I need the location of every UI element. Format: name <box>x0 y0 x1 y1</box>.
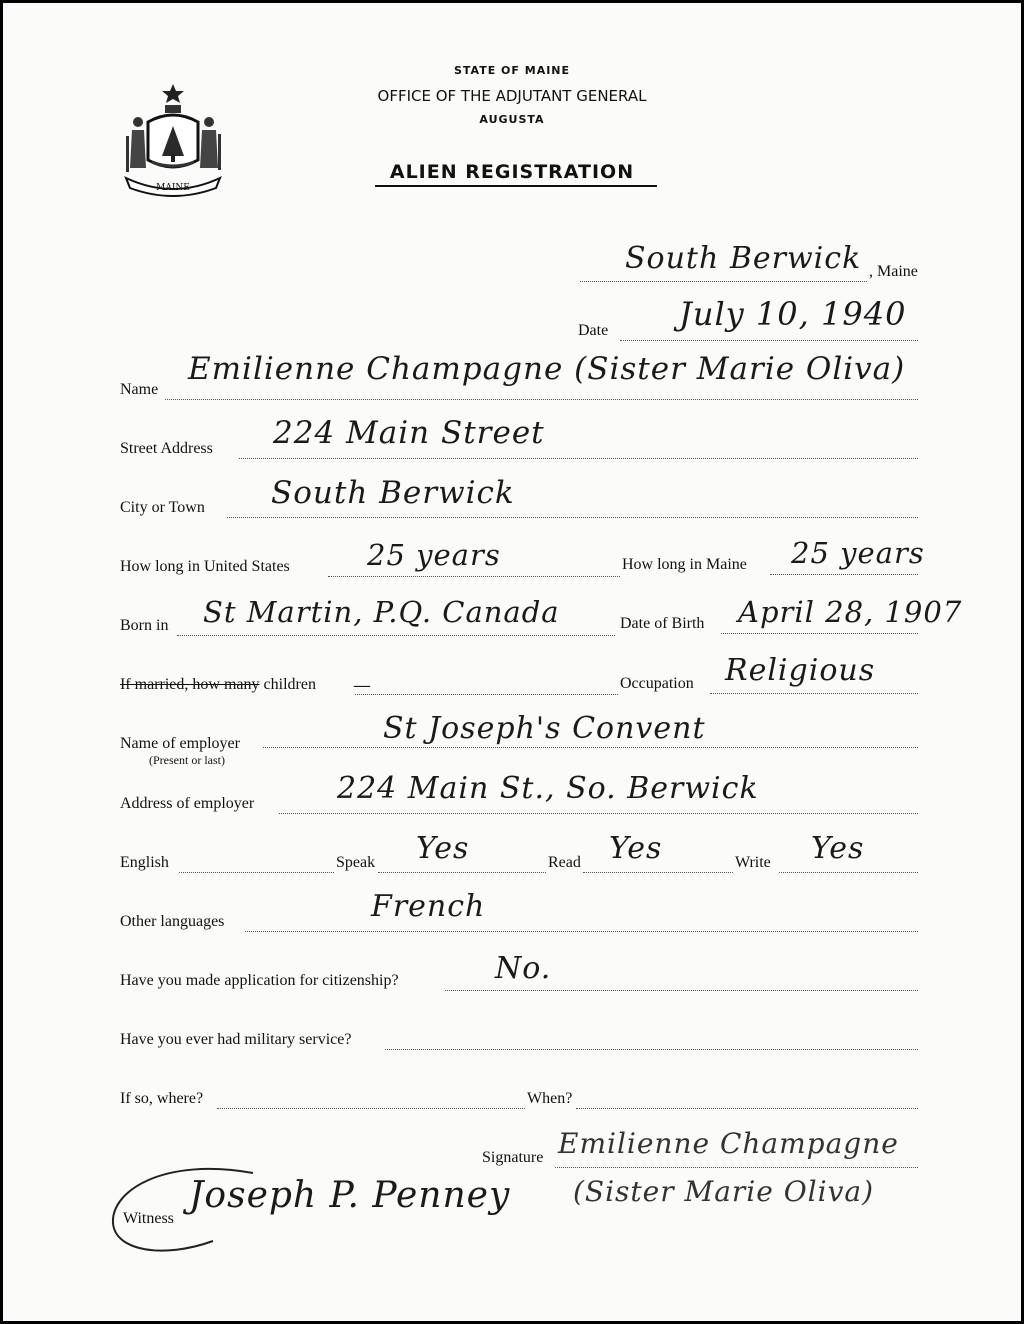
born-in-value: St Martin, P.Q. Canada <box>203 595 560 629</box>
street-label: Street Address <box>120 440 213 457</box>
registration-form <box>3 3 1021 1321</box>
date-of-birth-label: Date of Birth <box>620 615 705 632</box>
date-line <box>620 340 918 341</box>
signature-line1: Emilienne Champagne <box>558 1127 899 1160</box>
seal-text: MAINE <box>156 183 190 193</box>
place-line <box>580 281 867 282</box>
children-label <box>120 676 316 694</box>
write-line <box>779 872 918 873</box>
city-label: City or Town <box>120 499 205 516</box>
citizenship-label: Have you made application for citizenship? <box>120 972 399 989</box>
how-long-maine-line <box>770 574 918 575</box>
how-long-maine-label: How long in Maine <box>622 556 747 573</box>
state-heading: STATE OF MAINE <box>453 64 571 77</box>
employer-address-value: 224 Main St., So. Berwick <box>337 771 759 806</box>
military-label: Have you ever had military service? <box>120 1031 352 1048</box>
name-value: Emilienne Champagne (Sister Marie Oliva) <box>188 351 906 387</box>
citizenship-line <box>445 990 918 991</box>
speak-label: Speak <box>336 854 376 871</box>
if-so-label: If so, where? <box>120 1090 204 1107</box>
city-value: South Berwick <box>271 475 515 511</box>
english-label: English <box>120 854 169 871</box>
if-so-line <box>217 1108 525 1109</box>
other-languages-label: Other languages <box>120 913 225 930</box>
read-value: Yes <box>609 831 663 866</box>
employer-address-line <box>279 813 918 814</box>
married-struck-label: If married, how many <box>120 676 260 693</box>
when-label: When? <box>527 1090 573 1107</box>
how-long-us-line <box>328 576 620 577</box>
read-label: Read <box>548 854 581 871</box>
date-label: Date <box>578 322 609 339</box>
occupation-line <box>710 693 918 694</box>
speak-value: Yes <box>416 831 470 866</box>
speak-line <box>378 872 546 873</box>
employer-line <box>263 747 918 748</box>
date-of-birth-value: April 28, 1907 <box>738 595 963 629</box>
city-line <box>227 517 918 518</box>
date-value: July 10, 1940 <box>679 295 907 333</box>
form-title: ALIEN REGISTRATION <box>389 161 635 183</box>
citizenship-value: No. <box>495 951 552 986</box>
employer-label: Name of employer <box>120 735 240 752</box>
born-in-label: Born in <box>120 617 169 634</box>
other-languages-value: French <box>371 889 486 924</box>
english-line <box>179 872 334 873</box>
employer-address-label: Address of employer <box>120 795 255 812</box>
title-underline <box>375 185 657 187</box>
children-word: children <box>263 676 316 693</box>
write-label: Write <box>735 854 771 871</box>
street-value: 224 Main Street <box>273 415 545 451</box>
other-languages-line <box>245 931 918 932</box>
write-value: Yes <box>811 831 865 866</box>
signature-line <box>555 1167 918 1168</box>
children-line <box>355 694 618 695</box>
employer-value: St Joseph's Convent <box>383 711 706 746</box>
maine-label: , Maine <box>869 263 918 280</box>
occupation-label: Occupation <box>620 675 694 692</box>
how-long-us-label: How long in United States <box>120 558 290 575</box>
signature-label: Signature <box>482 1149 544 1166</box>
how-long-maine-value: 25 years <box>791 536 925 570</box>
name-label: Name <box>120 381 159 398</box>
name-line <box>165 399 918 400</box>
occupation-value: Religious <box>725 653 876 688</box>
children-value: — <box>353 675 372 696</box>
when-line <box>576 1108 918 1109</box>
date-of-birth-line <box>721 633 918 634</box>
city-heading: AUGUSTA <box>479 113 545 126</box>
witness-value: Joseph P. Penney <box>189 1175 511 1216</box>
street-line <box>239 458 918 459</box>
place-value: South Berwick <box>625 241 862 276</box>
signature-line2: (Sister Marie Oliva) <box>573 1175 875 1208</box>
how-long-us-value: 25 years <box>367 538 501 572</box>
read-line <box>583 872 733 873</box>
employer-note: (Present or last) <box>149 753 225 767</box>
military-line <box>385 1049 918 1050</box>
office-heading: OFFICE OF THE ADJUTANT GENERAL <box>377 87 647 105</box>
born-in-line <box>177 635 615 636</box>
witness-label: Witness <box>123 1210 174 1227</box>
